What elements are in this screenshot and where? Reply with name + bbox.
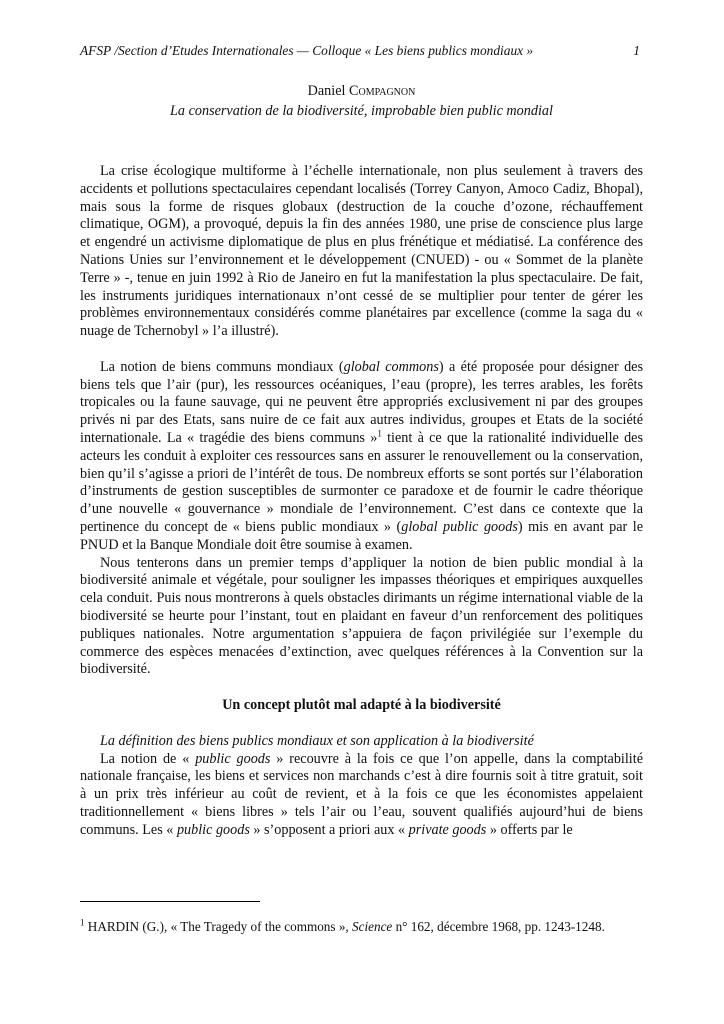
paragraph-4-text: » offerts par le xyxy=(486,821,573,838)
footnote xyxy=(80,919,680,935)
paragraph-4 xyxy=(80,751,643,840)
paragraph-4-text: » s’opposent a priori aux « xyxy=(249,821,409,838)
footnote-number: 1 xyxy=(80,917,85,928)
paragraph-2-text: ) a été proposée pour désigner des biens tels que l’air (pur), les ressources océaniques, l’eau (propre), les terres arables, les forêts tropicales ou la faune sauvage, qui ne peuvent être appropriés exclusivement ni par des groupes privés ni par des Etats, sans nuire de ce fait aux autres individus, groupes et Etats de la société internationale. La « tragédie des biens communs » xyxy=(80,358,643,446)
paragraph-1: La crise écologique multiforme à l’échelle internationale, non plus seulement à travers des accidents et pollutions spectaculaires cependant localisés (Torrey Canyon, Amoco Cadiz, Bhopal), mais sous la forme de risques globaux (destruction de la couche d’ozone, réchauffement climatique, OGM), a provoqué, depuis la fin des années 1980, une prise de conscience plus large et engendré un activisme diplomatique de plus en plus frénétique et médiatisé. La conférence des Nations Unies sur l’environnement et le développement (CNUED) - ou « Sommet de la planète Terre » -, tenue en juin 1992 à Rio de Janeiro en fut la manifestation la plus spectaculaire. De fait, les instruments juridiques internationaux n’ont cessé de se multiplier pour tenter de gérer les problèmes environnementaux considérés comme planétaires par excellence (comme la saga du « nuage de Tchernobyl » l’a illustré). xyxy=(80,163,643,340)
journal-title: Science xyxy=(352,919,393,934)
author-first-name: Daniel xyxy=(307,83,346,99)
paragraph-2 xyxy=(80,359,643,555)
running-title: AFSP /Section d’Etudes Internationales — Colloque « Les biens publics mondiaux » xyxy=(80,43,534,58)
paragraph-4-text: La notion de « xyxy=(100,750,196,767)
paragraph-3: Nous tenterons dans un premier temps d’appliquer la notion de bien public mondial à la biodiversité animale et végétale, pour souligner les impasses théoriques et empiriques auxquelles cela conduit. Puis nous montrerons à quels obstacles dirimants un régime international viable de la biodiversité se heurte pour l’instant, tout en plaidant en faveur d’un renforcement des politiques publiques nationales. Notre argumentation s’appuiera de façon privilégiée sur l’exemple du commerce des espèces menacées d’extinction, avec quelques références à la Convention sur la biodiversité. xyxy=(80,554,643,678)
paragraph-4-text: » recouvre à la fois ce que l’on appelle, dans la comptabilité nationale française, les biens et services non marchands c’est à dire fournis soit à titre gratuit, soit à un prix très inférieur au coût de revient, et à la fois ce que les économistes appelaient traditionnellement « biens libres » tels l’air ou l’eau, souvent qualifiés aujourd’hui de biens communs. Les « xyxy=(80,750,643,838)
paragraph-2-text: tient à ce que la rationalité individuelle des acteurs les conduit à exploiter ces ressources sans en assurer le renouvellement ou la conservation, bien qu’il s’agisse a priori de l’intérêt de tous. De nombreux efforts se sont portés sur l’élaboration d’instruments de gestion susceptibles de surmonter ce paradoxe et de fournir le cadre théorique d’une nouvelle « gouvernance » mondiale de l’environnement. C’est dans ce contexte que la pertinence du concept de « biens public mondiaux » ( xyxy=(80,429,643,535)
author-name xyxy=(80,83,643,100)
global-public-goods-term: global public goods xyxy=(401,518,518,535)
subsection-heading: La définition des biens publics mondiaux et son application à la biodiversité xyxy=(100,732,534,749)
paper-title: La conservation de la biodiversité, improbable bien public mondial xyxy=(170,103,553,119)
paragraph-2-text: La notion de biens communs mondiaux ( xyxy=(100,358,344,375)
paragraph-2-text: ) mis en avant par le PNUD et la Banque Mondiale doit être soumise à examen. xyxy=(80,518,643,553)
author-last-name: Compagnon xyxy=(349,83,416,99)
private-goods-term: private goods xyxy=(408,821,487,838)
footnote-text: n° 162, décembre 1968, pp. 1243-1248. xyxy=(392,919,605,934)
footnote-reference[interactable]: 1 xyxy=(377,428,382,439)
public-goods-term: public goods xyxy=(176,821,250,838)
page-number: 1 xyxy=(633,43,640,58)
public-goods-term: public goods xyxy=(195,750,271,767)
footnote-text: HARDIN (G.), « The Tragedy of the commons », xyxy=(84,919,353,934)
footnote-divider xyxy=(80,901,260,902)
running-header xyxy=(80,43,640,59)
section-heading: Un concept plutôt mal adapté à la biodiversité xyxy=(222,697,501,714)
paper-body xyxy=(80,163,643,839)
global-commons-term: global commons xyxy=(343,358,439,375)
